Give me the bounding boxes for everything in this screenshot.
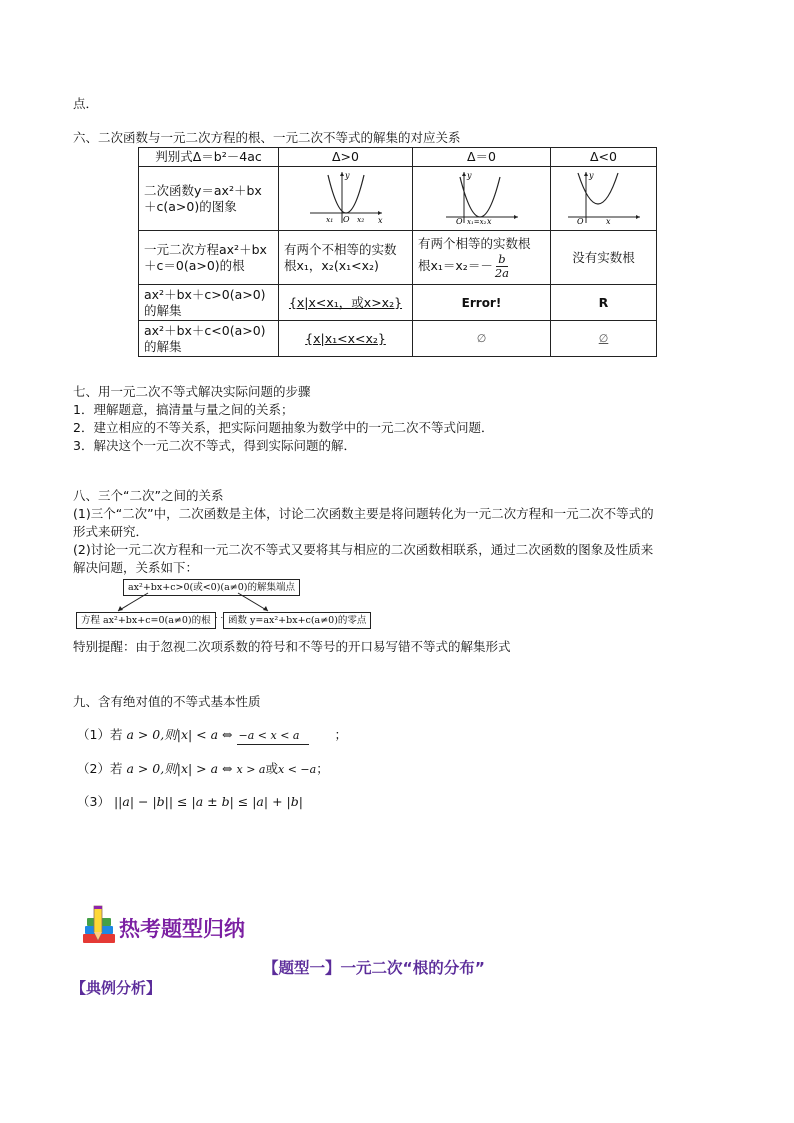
roots-gt: 有两个不相等的实数根x₁，x₂(x₁<x₂) — [279, 231, 413, 285]
section6-heading: 六、二次函数与一元二次方程的根、一元二次不等式的解集的对应关系 — [73, 130, 461, 145]
graph2-y-label: y — [466, 170, 472, 180]
section7-item-3: 3．解决这个一元二次不等式，得到实际问题的解． — [73, 438, 356, 453]
roots-eq-prefix: 有两个相等的实数根 — [418, 235, 531, 251]
parabola-two-roots-graph — [306, 169, 386, 225]
graph1-x1-label: x₁ — [325, 214, 333, 224]
section7-item-2: 2．建立相应的不等关系，把实际问题抽象为数学中的一元二次不等式问题． — [73, 420, 494, 435]
graph1-y-label: y — [344, 170, 350, 180]
graph1-origin-label: O — [342, 214, 350, 224]
header-lt: Δ<0 — [551, 148, 657, 167]
parabola-one-root-graph — [442, 169, 522, 225]
roots-lt: 没有实数根 — [551, 231, 657, 285]
fraction-numerator: b — [498, 251, 506, 266]
flow-box-function-zeros: 函数 y=ax²+bx+c(a≠0)的零点 — [223, 612, 371, 629]
property-1-prefix: （1）若 — [77, 727, 123, 742]
roots-eq — [413, 231, 551, 285]
graph3-x-label: x — [605, 216, 611, 225]
gt-eq: Error! — [413, 285, 551, 321]
lt-lt: ∅ — [551, 321, 657, 357]
example-title: 【典例分析】 — [71, 979, 162, 997]
lt-eq: ∅ — [413, 321, 551, 357]
property-2-result-b: x < −a — [278, 763, 317, 776]
relation-table — [138, 147, 657, 357]
row-lt-label: ax²＋bx＋c<0(a>0)的解集 — [139, 321, 279, 357]
section7-item-1: 1．理解题意，搞清量与量之间的关系； — [73, 402, 294, 417]
graph-no-root — [551, 167, 657, 231]
graph2-x-label: x — [486, 216, 492, 225]
type-title: 【题型一】一元二次“根的分布” — [263, 959, 485, 977]
lt-gt: {x|x₁<x<x₂} — [279, 321, 413, 357]
property-2-or: 或 — [265, 761, 279, 776]
header-discriminant: 判别式Δ＝b²－4ac — [139, 148, 279, 167]
property-3-prefix: （3） — [77, 794, 110, 809]
graph1-x-label: x — [377, 215, 383, 225]
property-2-result-a: x > a — [236, 763, 266, 776]
row-gt-label: ax²＋bx＋c>0(a>0)的解集 — [139, 285, 279, 321]
graph3-origin-label: O — [576, 216, 584, 225]
property-2 — [77, 760, 329, 778]
row-roots-label: 一元二次方程ax²＋bx＋c＝0(a>0)的根 — [139, 231, 279, 285]
section8-p2-line2: 解决问题，关系如下： — [73, 560, 199, 575]
property-2-prefix: （2）若 — [77, 761, 123, 776]
section8-p1-line1: (1)三个“二次”中，二次函数是主体，讨论二次函数主要是将问题转化为一元二次方程和一元二次不等式的 — [73, 506, 654, 521]
graph-two-roots — [279, 167, 413, 231]
flow-box-solution-endpoints: ax²+bx+c>0(或<0)(a≠0)的解集端点 — [123, 579, 300, 596]
property-1-result: −a < x < a — [237, 727, 309, 745]
graph1-x2-label: x₂ — [356, 214, 364, 224]
banner-title: 热考题型归纳 — [119, 917, 245, 941]
graph3-y-label: y — [588, 170, 594, 180]
section8-p1-line2: 形式来研究． — [73, 524, 149, 539]
flow-arrows — [76, 592, 346, 618]
gt-gt: {x|x<x₁，或x>x₂} — [279, 285, 413, 321]
flow-box-equation-roots: 方程 ax²+bx+c=0(a≠0)的根 — [76, 612, 216, 629]
graph2-x12-label: x₁=x₂ — [466, 217, 486, 225]
property-2-end: ； — [316, 761, 329, 776]
property-2-condition: a > 0,则|x| > a ⇔ — [126, 761, 233, 776]
gt-lt: R — [551, 285, 657, 321]
header-eq: Δ＝0 — [413, 148, 551, 167]
property-1-end: ； — [334, 727, 348, 742]
property-3 — [77, 793, 303, 810]
section7-heading: 七、用一元二次不等式解决实际问题的步骤 — [73, 384, 311, 399]
parabola-no-root-graph — [564, 169, 644, 225]
fraction-denominator: 2a — [494, 265, 510, 280]
property-1-condition: a > 0,则|x| < a ⇔ — [126, 727, 233, 742]
section9-heading: 九、含有绝对值的不等式基本性质 — [73, 694, 261, 709]
row-graph-label: 二次函数y＝ax²＋bx＋c(a>0)的图象 — [139, 167, 279, 231]
graph2-origin-label: O — [455, 216, 463, 225]
pencil-books-icon — [80, 904, 120, 948]
header-gt: Δ>0 — [279, 148, 413, 167]
fraction — [495, 253, 509, 280]
section8-p2-line1: (2)讨论一元二次方程和一元二次不等式又要将其与相应的二次函数相联系，通过二次函数的图象及性质来 — [73, 542, 654, 557]
graph-one-root — [413, 167, 551, 231]
section8-heading: 八、三个“二次”之间的关系 — [73, 488, 224, 503]
property-1 — [77, 726, 347, 745]
roots-eq-formula: 根x₁＝x₂＝－ — [418, 258, 493, 273]
top-fragment: 点． — [73, 96, 99, 111]
property-3-formula: ||a| − |b|| ≤ |a ± b| ≤ |a| + |b| — [113, 794, 303, 809]
section8-reminder: 特别提醒：由于忽视二次项系数的符号和不等号的开口易写错不等式的解集形式 — [73, 639, 511, 654]
